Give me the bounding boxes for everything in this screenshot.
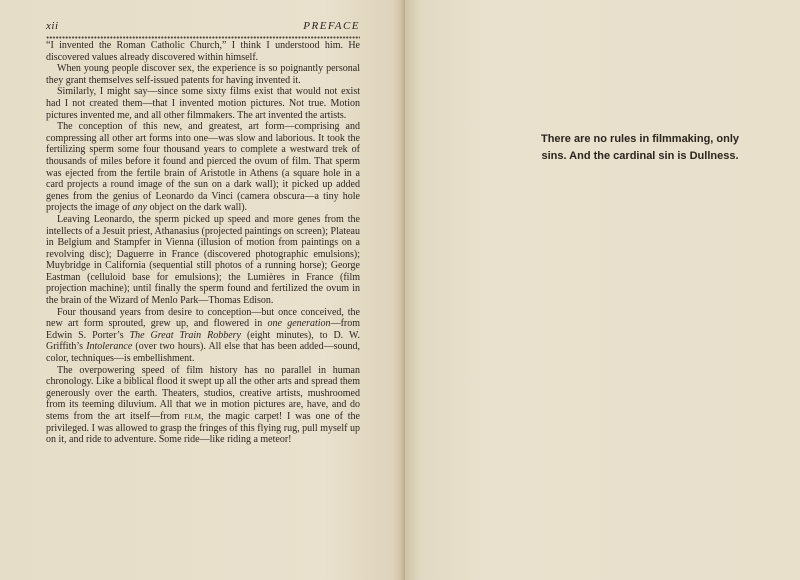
italic-text: Intolerance (86, 341, 133, 353)
paragraph (46, 63, 360, 86)
small-caps-text: film (184, 411, 202, 422)
epigraph-quote (520, 131, 760, 165)
paragraph (46, 40, 360, 63)
epigraph-line: There are no rules in filmmaking, only (540, 133, 740, 145)
preface-text (46, 40, 360, 446)
text-segment: When young people discover sex, the experience is so poignantly personal they grant themselves self-issued patents for having invented it. (46, 63, 360, 86)
italic-text: any (132, 202, 148, 214)
header-rule (46, 36, 360, 39)
paragraph (46, 121, 360, 214)
paragraph (46, 365, 360, 446)
italic-text: one generation (267, 318, 331, 330)
text-segment: object on the dark wall). (147, 202, 248, 214)
paragraph (46, 214, 360, 307)
text-segment: (eight minutes), to D. W. Griffith’s (46, 329, 360, 353)
epigraph-line: sins. And the cardinal sin is Dullness. (541, 150, 739, 162)
page-number: xii (46, 20, 59, 32)
page-header (46, 20, 360, 34)
text-segment: Similarly, I might say—since some sixty films exist that would not exist had I not created them—that I invented motion pictures. Not true. Motion pictures invented me, and all other filmmakers. The art invented the artists. (46, 86, 360, 121)
text-segment: , the magic carpet! I was one of the privileged. I was allowed to grasp the fringes of this flying rug, pull myself up on it, and ride to adventure. Some ride—like riding a meteor! (46, 411, 360, 446)
text-segment: Leaving Leonardo, the sperm picked up speed and more genes from the intellects of a Jesuit priest, Athanasius (projected paintings on screen); Plateau in Belgium and Stampfer in Vienna (illusion of motion from paintings on a revolving disc); Daguerre in France (discovered photographic emulsions); Muybridge in California (sequential still photos of a running horse); George Eastman (celluloid base for emulsions); the Lumières in France (film projection machine); until finally the sperm found and fertilized the ovum in the brain of the Wizard of Menlo Park—Thomas Edison. (46, 213, 360, 307)
text-segment: Four thousand years from desire to conception—but once conceived, the new art form sprouted, grew up, and flowered in (46, 306, 360, 330)
text-segment: The overpowering speed of film history has no parallel in human chronology. Like a biblical flood it swept up all the other arts and spread them generously over the earth. Theaters, studios, creative artists, mushroomed from its teeming diluvium. All that we in motion pictures are, have, and do stems from the art itself—from (46, 364, 360, 422)
text-segment: “I invented the Roman Catholic Church,” I think I understood him. He discovered values already discovered within himself. (46, 40, 360, 63)
text-segment: —from Edwin S. Porter’s (46, 318, 361, 341)
text-segment: The conception of this new, and greatest, art form—comprising and compressing all other art forms into one—was slow and laborious. It took the fertilizing sperm some four thousand years to complete a westward trek of thousands of miles before it found and pierced the ovum of film. That sperm was ejected from the fertile brain of Aristotle in Athens (a square hole in a card projects a round image of the sun on a dark wall); it picked up added genes from the genius of Leonardo da Vinci (camera obscura—a tiny hole projects the image of (46, 121, 360, 214)
text-segment: (over two hours). All else that has been added—sound, color, techniques—is embellishment. (46, 341, 360, 365)
paragraph (46, 307, 360, 365)
right-page (405, 0, 800, 580)
italic-text: The Great Train Robbery (129, 329, 241, 341)
running-head: PREFACE (303, 20, 360, 32)
paragraph (46, 86, 360, 121)
